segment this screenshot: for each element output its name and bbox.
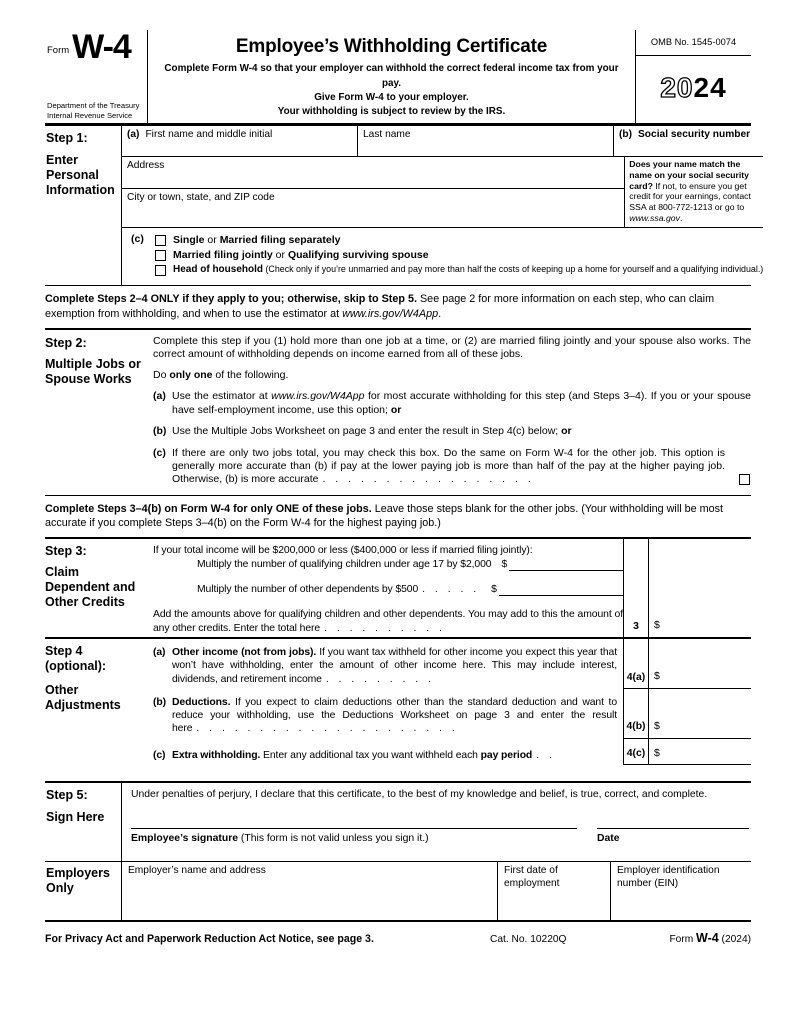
dollar-sign: $ bbox=[654, 619, 660, 632]
form-subtitle-1: Complete Form W-4 so that your employer can withhold the correct federal income tax from your pay. bbox=[164, 63, 619, 89]
privacy-act-notice: For Privacy Act and Paperwork Reduction Act Notice, see page 3. bbox=[45, 933, 374, 946]
tag-4c: (c) bbox=[153, 749, 166, 761]
step1-title: Step 1: bbox=[46, 130, 88, 145]
dollar-sign: $ bbox=[654, 670, 660, 683]
steps-2-4-notice bbox=[45, 286, 751, 328]
filing-status-options bbox=[155, 233, 763, 279]
ssn-label: Social security number bbox=[638, 128, 751, 140]
last-name-label: Last name bbox=[363, 128, 411, 140]
tag-2c: (c) bbox=[153, 446, 166, 459]
married-jointly-checkbox[interactable] bbox=[155, 250, 166, 261]
dependents-multiply-text: Multiply the number of other dependents by $500 bbox=[197, 583, 419, 595]
employers-only-title: Employers Only bbox=[46, 866, 110, 896]
spacer bbox=[45, 765, 751, 781]
tag-4a: (a) bbox=[153, 646, 166, 658]
city-state-zip-field[interactable] bbox=[122, 189, 624, 227]
employer-name-address-field[interactable] bbox=[122, 862, 497, 920]
notice24-url: www.irs.gov/W4App bbox=[342, 307, 439, 320]
step5-subtitle: Sign Here bbox=[46, 810, 105, 825]
form-id-footer: Form W-4 (2024) bbox=[669, 931, 751, 946]
ein-label: Employer identification number (EIN) bbox=[617, 865, 720, 889]
dollar-sign: $ bbox=[654, 746, 660, 759]
notice24-end: . bbox=[438, 307, 442, 320]
step5-section bbox=[45, 781, 751, 861]
step3-title: Step 3: bbox=[45, 544, 87, 559]
dot-leader: . . bbox=[536, 749, 553, 761]
dot-leader: . . . . . . . . . bbox=[325, 673, 432, 685]
notice34-bold: Complete Steps 3–4(b) on Form W-4 for only ONE of these jobs. bbox=[45, 502, 372, 515]
first-name-field[interactable] bbox=[122, 126, 358, 156]
form-header bbox=[45, 30, 751, 126]
filing-status-married-label: Married filing jointly or Qualifying surviving spouse bbox=[173, 249, 429, 262]
step5-title: Step 5: bbox=[46, 788, 88, 803]
step4c-amount-field[interactable] bbox=[649, 739, 751, 765]
form-footer bbox=[45, 930, 751, 947]
ssn-note-rest: If not, to ensure you get credit for your earnings, contact SSA at 800-772-1213 or go to bbox=[629, 180, 751, 213]
form-subtitle-2: Give Form W-4 to your employer. bbox=[314, 92, 469, 104]
step2-item-b bbox=[153, 425, 751, 438]
step3-subtitle: Claim Dependent and Other Credits bbox=[45, 565, 136, 610]
dept-line-2: Internal Revenue Service bbox=[47, 110, 133, 120]
step3-section bbox=[45, 537, 751, 637]
tag-b: (b) bbox=[619, 128, 633, 140]
step1-subtitle: Enter Personal Information bbox=[46, 152, 115, 197]
dot-leader: . . . . . . . . . . bbox=[324, 622, 443, 634]
children-multiply-text: Multiply the number of qualifying children under age 17 by $2,000 bbox=[197, 558, 492, 570]
step2-section bbox=[45, 328, 751, 495]
first-date-label: First date of employment bbox=[504, 865, 560, 889]
form-id-block bbox=[45, 30, 148, 123]
form-title-block bbox=[148, 30, 635, 123]
notice24-rest: See page 2 for more information on each step, who can claim exemption from withholding, and when to use the estimator at bbox=[45, 293, 715, 320]
address-field[interactable] bbox=[122, 157, 624, 189]
step2-intro: Complete this step if you (1) hold more than one job at a time, or (2) are married filing jointly and your spouse also works. The correct amount of withholding depends on income earned from all of these jobs. bbox=[153, 334, 751, 361]
step2-do-line: Do only one of the following. bbox=[153, 368, 289, 381]
step3-content bbox=[153, 539, 623, 637]
step2-item-c bbox=[153, 447, 751, 487]
form-title: Employee’s Withholding Certificate bbox=[235, 36, 548, 57]
year-bold-digits: 24 bbox=[693, 71, 727, 103]
step1-name-row bbox=[122, 126, 763, 157]
notice34-rest: Leave those steps blank for the other jobs. (Your withholding will be most accurate if you complete Steps 3–4(b) on the Form W-4 for the highest paying job.) bbox=[45, 502, 724, 530]
address-label: Address bbox=[127, 159, 165, 171]
step5-label bbox=[45, 783, 122, 861]
dollar-sign: $ bbox=[654, 720, 660, 733]
step2-item-a bbox=[153, 390, 751, 417]
step4a-text: (a) Other income (not from jobs). If you want tax withheld for other income you expect this year that won’t have withholding, enter the amount of other income here. This may include interest, dividends, and retirement income . . . . . . . . . bbox=[153, 646, 617, 685]
signature-note: (This form is not valid unless you sign it.) bbox=[238, 833, 429, 845]
dot-leader: . . . . . . . . . . . . . . . . . . . . . bbox=[196, 723, 456, 735]
step2-item-c-text: If there are only two jobs total, you may check this box. Do the same on Form W-4 for the other job. This option is generally more accurate than (b) if pay at the lower paying job is more than half of the pay at the higher paying job. Otherwise, (b) is more accurate . . . . . . . . . . . . . . . . . bbox=[172, 446, 725, 486]
step1-fields bbox=[122, 126, 763, 286]
step4b-amount-field[interactable] bbox=[649, 689, 751, 739]
catalog-number: Cat. No. 10220Q bbox=[490, 934, 567, 946]
step4c-text: (c) Extra withholding. Enter any additional tax you want withheld each pay period . . bbox=[153, 739, 623, 765]
first-date-employment-field[interactable] bbox=[497, 862, 610, 920]
step5-content bbox=[122, 783, 751, 861]
step4a-line-number: 4(a) bbox=[623, 639, 649, 689]
step2-item-b-text: Use the Multiple Jobs Worksheet on page 3 and enter the result in Step 4(c) below; or bbox=[172, 425, 572, 438]
employer-name-label: Employer’s name and address bbox=[128, 865, 266, 877]
form-word: Form bbox=[47, 44, 70, 56]
form-number: W-4 bbox=[72, 28, 131, 66]
step4b-line-number: 4(b) bbox=[623, 689, 649, 739]
single-checkbox[interactable] bbox=[155, 235, 166, 246]
step3-total-text: Add the amounts above for qualifying children and other dependents. You may add to this the amount of any other credits. Enter the total here . . . . . . . . . . bbox=[153, 609, 623, 634]
two-jobs-checkbox[interactable] bbox=[739, 474, 750, 485]
step2-label bbox=[45, 335, 153, 487]
tag-c: (c) bbox=[131, 232, 144, 245]
ssn-match-note bbox=[624, 157, 763, 227]
tag-2a: (a) bbox=[153, 390, 166, 403]
address-city-cells bbox=[122, 157, 624, 227]
step3-dependents-line bbox=[197, 583, 623, 596]
filing-status-single-row bbox=[155, 234, 763, 247]
dollar-sign: $ bbox=[491, 583, 497, 595]
dollar-sign: $ bbox=[501, 558, 508, 570]
date-field[interactable] bbox=[597, 828, 749, 845]
form-subtitle-3: Your withholding is subject to review by the IRS. bbox=[277, 106, 506, 118]
department-lines bbox=[47, 101, 143, 121]
filing-status-single-label: Single or Married filing separately bbox=[173, 234, 341, 247]
omb-number: OMB No. 1545-0074 bbox=[636, 30, 751, 56]
ssn-note-end: . bbox=[679, 213, 683, 224]
ein-field[interactable] bbox=[610, 862, 751, 920]
date-label: Date bbox=[597, 833, 620, 845]
head-of-household-checkbox[interactable] bbox=[155, 265, 166, 276]
filing-status-hoh-row bbox=[155, 264, 763, 277]
ssn-field[interactable] bbox=[614, 126, 763, 156]
step4a-amount-field[interactable] bbox=[649, 639, 751, 689]
step3-intro: If your total income will be $200,000 or less ($400,000 or less if married filing jointly): bbox=[153, 545, 533, 557]
perjury-declaration: Under penalties of perjury, I declare that this certificate, to the best of my knowledge and belief, is true, correct, and complete. bbox=[131, 789, 708, 801]
step1-address-block bbox=[122, 157, 763, 228]
year-outline-digits: 20 bbox=[660, 71, 694, 103]
step4-subtitle: Other Adjustments bbox=[45, 682, 121, 712]
tag-2b: (b) bbox=[153, 425, 167, 438]
tag-4b: (b) bbox=[153, 696, 166, 708]
filing-status-block bbox=[122, 228, 763, 286]
dot-leader: . . . . . bbox=[422, 583, 478, 595]
step1-section bbox=[45, 126, 764, 287]
employers-only-section bbox=[45, 861, 751, 922]
other-dependents-amount-field[interactable] bbox=[499, 595, 623, 596]
step4c-line-number: 4(c) bbox=[623, 739, 649, 765]
step3-children-line bbox=[197, 558, 623, 571]
form-year bbox=[636, 56, 751, 123]
step4-section bbox=[45, 637, 751, 765]
ssn-note-url: www.ssa.gov bbox=[629, 213, 680, 224]
dot-leader: . . . . . . . . . . . . . . . . . bbox=[322, 473, 532, 486]
signature-label: Employee’s signature bbox=[131, 833, 239, 845]
step2-subtitle: Multiple Jobs or Spouse Works bbox=[45, 356, 141, 386]
omb-year-block bbox=[635, 30, 751, 123]
tag-a: (a) bbox=[127, 128, 140, 140]
step2-item-a-text: Use the estimator at www.irs.gov/W4App for most accurate withholding for this step (and Steps 3–4). If you or your spouse have self-employment income, use this option; or bbox=[172, 390, 752, 416]
notice24-bold: Complete Steps 2–4 ONLY if they apply to you; otherwise, skip to Step 5. bbox=[45, 293, 417, 306]
step4-title: Step 4 (optional): bbox=[45, 643, 107, 673]
dept-line-1: Department of the Treasury bbox=[47, 101, 140, 111]
step1-label bbox=[45, 126, 122, 286]
step2-content bbox=[153, 335, 751, 487]
signature-row bbox=[131, 828, 749, 845]
city-label: City or town, state, and ZIP code bbox=[127, 191, 275, 203]
step3-total-amount-field[interactable] bbox=[649, 539, 751, 637]
qualifying-children-amount-field[interactable] bbox=[509, 570, 623, 571]
form-number-line bbox=[47, 28, 143, 66]
steps-3-4b-notice bbox=[45, 495, 751, 538]
filing-status-hoh-label: Head of household (Check only if you’re unmarried and pay more than half the costs of keeping up a home for yourself and a qualifying individual.) bbox=[173, 264, 764, 276]
step4-label bbox=[45, 639, 153, 765]
ssn-note-bold: Does your name match the name on your social security card? bbox=[629, 158, 749, 191]
signature-line[interactable] bbox=[131, 828, 577, 845]
step2-title: Step 2: bbox=[45, 335, 87, 350]
step3-label bbox=[45, 539, 153, 637]
filing-status-married-row bbox=[155, 249, 763, 262]
step3-line-number: 3 bbox=[623, 539, 649, 637]
last-name-field[interactable] bbox=[358, 126, 614, 156]
employers-only-label bbox=[45, 862, 122, 920]
first-name-label: First name and middle initial bbox=[145, 128, 273, 140]
step4b-text: (b) Deductions. If you expect to claim deductions other than the standard deduction and want to reduce your withholding, use the Deductions Worksheet on page 3 and enter the result here . . . . . . . . . . . . . . . . . . . . . bbox=[153, 696, 617, 735]
